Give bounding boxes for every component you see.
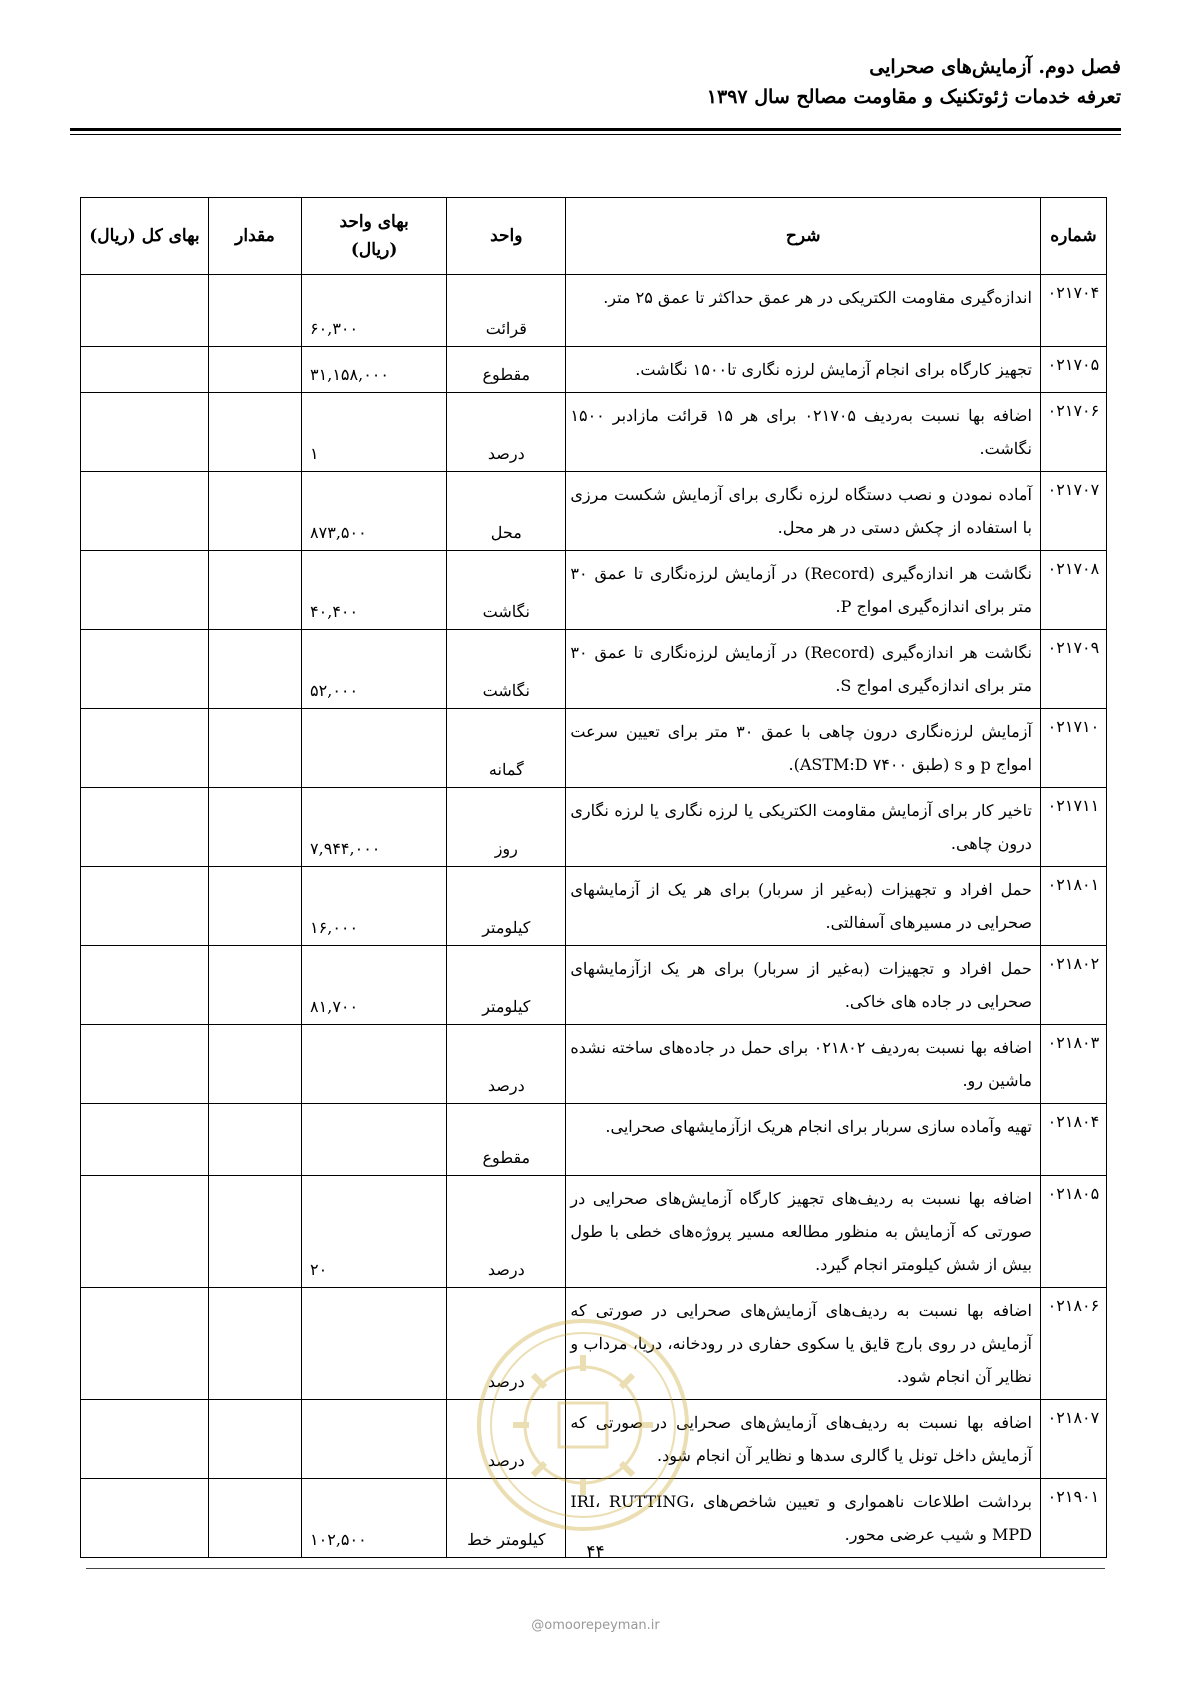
row-quantity [208,867,301,946]
row-unit-price: ۱۰۲,۵۰۰ [302,1479,447,1558]
page-header [70,52,1121,112]
table-row [81,1288,1107,1400]
row-unit: روز [447,788,566,867]
row-total [81,1104,209,1176]
row-unit-price: ۳۱,۱۵۸,۰۰۰ [302,347,447,393]
row-unit-price: ۶۰,۳۰۰ [302,275,447,347]
row-unit: درصد [447,1025,566,1104]
row-description: تجهیز کارگاه برای انجام آزمایش لرزه نگاری تا۱۵۰۰ نگاشت. [566,347,1041,393]
row-unit: کیلومتر [447,867,566,946]
row-unit: درصد [447,1176,566,1288]
row-code: ۰۲۱۷۰۵ [1040,347,1106,393]
row-total [81,275,209,347]
row-code: ۰۲۱۸۰۴ [1040,1104,1106,1176]
header-rule-thick [70,128,1121,131]
page-number: ۴۴ [586,1542,605,1562]
row-code: ۰۲۱۹۰۱ [1040,1479,1106,1558]
row-unit: مقطوع [447,1104,566,1176]
header-rule-thin [70,134,1121,135]
row-code: ۰۲۱۷۰۸ [1040,551,1106,630]
row-total [81,472,209,551]
row-total [81,788,209,867]
table-row [81,1176,1107,1288]
row-code: ۰۲۱۷۱۱ [1040,788,1106,867]
row-unit-price [302,1104,447,1176]
row-code: ۰۲۱۷۰۷ [1040,472,1106,551]
row-description: اندازه‌گیری مقاومت الکتریکی در هر عمق حداکثر تا عمق ۲۵ متر. [566,275,1041,347]
row-unit: مقطوع [447,347,566,393]
row-unit: درصد [447,1400,566,1479]
row-unit: محل [447,472,566,551]
row-code: ۰۲۱۸۰۲ [1040,946,1106,1025]
table-row [81,867,1107,946]
row-quantity [208,551,301,630]
row-description: اضافه بها نسبت به ردیف‌های تجهیز کارگاه آزمایش‌های صحرایی در صورتی که آزمایش به منظور مطالعه مسیر پروژه‌های خطی با طول بیش از شش کیلومتر انجام گیرد. [566,1176,1041,1288]
row-total [81,1288,209,1400]
row-total [81,946,209,1025]
row-unit: درصد [447,393,566,472]
row-quantity [208,946,301,1025]
row-code: ۰۲۱۷۱۰ [1040,709,1106,788]
row-code: ۰۲۱۸۰۱ [1040,867,1106,946]
row-description: تاخیر کار برای آزمایش مقاومت الکتریکی یا لرزه نگاری یا لرزه نگاری درون چاهی. [566,788,1041,867]
row-quantity [208,347,301,393]
row-code: ۰۲۱۷۰۹ [1040,630,1106,709]
row-unit: نگاشت [447,630,566,709]
row-description: برداشت اطلاعات ناهمواری و تعیین شاخص‌های IRI، RUTTING، MPD و شیب عرضی محور. [566,1479,1041,1558]
header-quantity: مقدار [208,198,301,275]
row-unit-price [302,1400,447,1479]
header-description: شرح [566,198,1041,275]
table-row [81,393,1107,472]
table-row [81,1104,1107,1176]
row-total [81,393,209,472]
chapter-title: فصل دوم. آزمایش‌های صحرایی [869,56,1121,78]
row-total [81,551,209,630]
table-row [81,347,1107,393]
row-quantity [208,472,301,551]
row-code: ۰۲۱۸۰۳ [1040,1025,1106,1104]
tariff-table [80,197,1107,1558]
row-unit-price [302,1288,447,1400]
header-unit-price [302,198,447,275]
row-code: ۰۲۱۸۰۵ [1040,1176,1106,1288]
table-row [81,630,1107,709]
row-description: نگاشت هر اندازه‌گیری (Record) در آزمایش لرزه‌نگاری تا عمق ۳۰ متر برای اندازه‌گیری امواج S. [566,630,1041,709]
row-total [81,709,209,788]
row-unit-price: ۴۰,۴۰۰ [302,551,447,630]
row-description: تهیه وآماده سازی سربار برای انجام هریک ازآزمایشهای صحرایی. [566,1104,1041,1176]
row-unit-price: ۱ [302,393,447,472]
table-row [81,1400,1107,1479]
row-unit-price: ۱۶,۰۰۰ [302,867,447,946]
row-description: اضافه بها نسبت به ردیف‌های آزمایش‌های صحرایی در صورتی که آزمایش در روی بارج قایق یا سکوی حفاری در رودخانه، دریا، مرداب و نظایر آن انجام شود. [566,1288,1041,1400]
row-unit: نگاشت [447,551,566,630]
header-unit: واحد [447,198,566,275]
row-unit-price: ۵۲,۰۰۰ [302,630,447,709]
row-unit: گمانه [447,709,566,788]
row-quantity [208,1400,301,1479]
table-row [81,1025,1107,1104]
row-unit-price: ۷,۹۴۴,۰۰۰ [302,788,447,867]
table-row [81,472,1107,551]
row-unit-price: ۸۷۳,۵۰۰ [302,472,447,551]
row-description: آماده نمودن و نصب دستگاه لرزه نگاری برای آزمایش شکست مرزی با استفاده از چکش دستی در هر محل. [566,472,1041,551]
row-total [81,1176,209,1288]
table-row [81,788,1107,867]
row-quantity [208,275,301,347]
row-unit: کیلومتر [447,946,566,1025]
row-unit: قرائت [447,275,566,347]
row-description: اضافه بها نسبت به‌ردیف ۰۲۱۸۰۲ برای حمل در جاده‌های ساخته نشده ماشین رو. [566,1025,1041,1104]
header-code: شماره [1040,198,1106,275]
header-unit-price-currency: (ریال) [350,240,398,260]
table-row [81,551,1107,630]
header-total-price: بهای کل (ریال) [81,198,209,275]
row-quantity [208,788,301,867]
row-unit-price [302,1025,447,1104]
row-total [81,1400,209,1479]
row-total [81,630,209,709]
row-description: آزمایش لرزه‌نگاری درون چاهی با عمق ۳۰ متر برای تعیین سرعت امواج p و s (طبق ASTM:D ۷۴۰۰). [566,709,1041,788]
header-unit-price-label: بهای واحد [339,212,409,232]
table-row [81,709,1107,788]
row-unit: درصد [447,1288,566,1400]
row-quantity [208,1025,301,1104]
row-quantity [208,1176,301,1288]
footer-rule [86,1568,1105,1569]
document-title: تعرفه خدمات ژئوتکنیک و مقاومت مصالح سال ۱۳۹۷ [706,86,1121,108]
row-quantity [208,1288,301,1400]
row-quantity [208,630,301,709]
row-description: اضافه بها نسبت به‌ردیف ۰۲۱۷۰۵ برای هر ۱۵ قرائت مازادبر ۱۵۰۰ نگاشت. [566,393,1041,472]
row-code: ۰۲۱۷۰۴ [1040,275,1106,347]
site-watermark: @omoorepeyman.ir [531,1618,660,1633]
row-total [81,347,209,393]
row-total [81,1025,209,1104]
row-total [81,867,209,946]
row-description: نگاشت هر اندازه‌گیری (Record) در آزمایش لرزه‌نگاری تا عمق ۳۰ متر برای اندازه‌گیری امواج P. [566,551,1041,630]
row-code: ۰۲۱۸۰۷ [1040,1400,1106,1479]
row-unit-price: ۸۱,۷۰۰ [302,946,447,1025]
table-header-row [81,198,1107,275]
row-quantity [208,393,301,472]
row-quantity [208,709,301,788]
row-quantity [208,1104,301,1176]
row-code: ۰۲۱۸۰۶ [1040,1288,1106,1400]
row-description: اضافه بها نسبت به ردیف‌های آزمایش‌های صحرایی در صورتی که آزمایش داخل تونل یا گالری سدها و نظایر آن انجام شود. [566,1400,1041,1479]
row-unit: کیلومتر خط [447,1479,566,1558]
table-row [81,946,1107,1025]
row-code: ۰۲۱۷۰۶ [1040,393,1106,472]
row-unit-price: ۲۰ [302,1176,447,1288]
row-description: حمل افراد و تجهیزات (به‌غیر از سربار) برای هر یک از آزمایشهای صحرایی در مسیرهای آسفالتی. [566,867,1041,946]
row-description: حمل افراد و تجهیزات (به‌غیر از سربار) برای هر یک ازآزمایشهای صحرایی در جاده های خاکی. [566,946,1041,1025]
row-unit-price [302,709,447,788]
table-row [81,275,1107,347]
